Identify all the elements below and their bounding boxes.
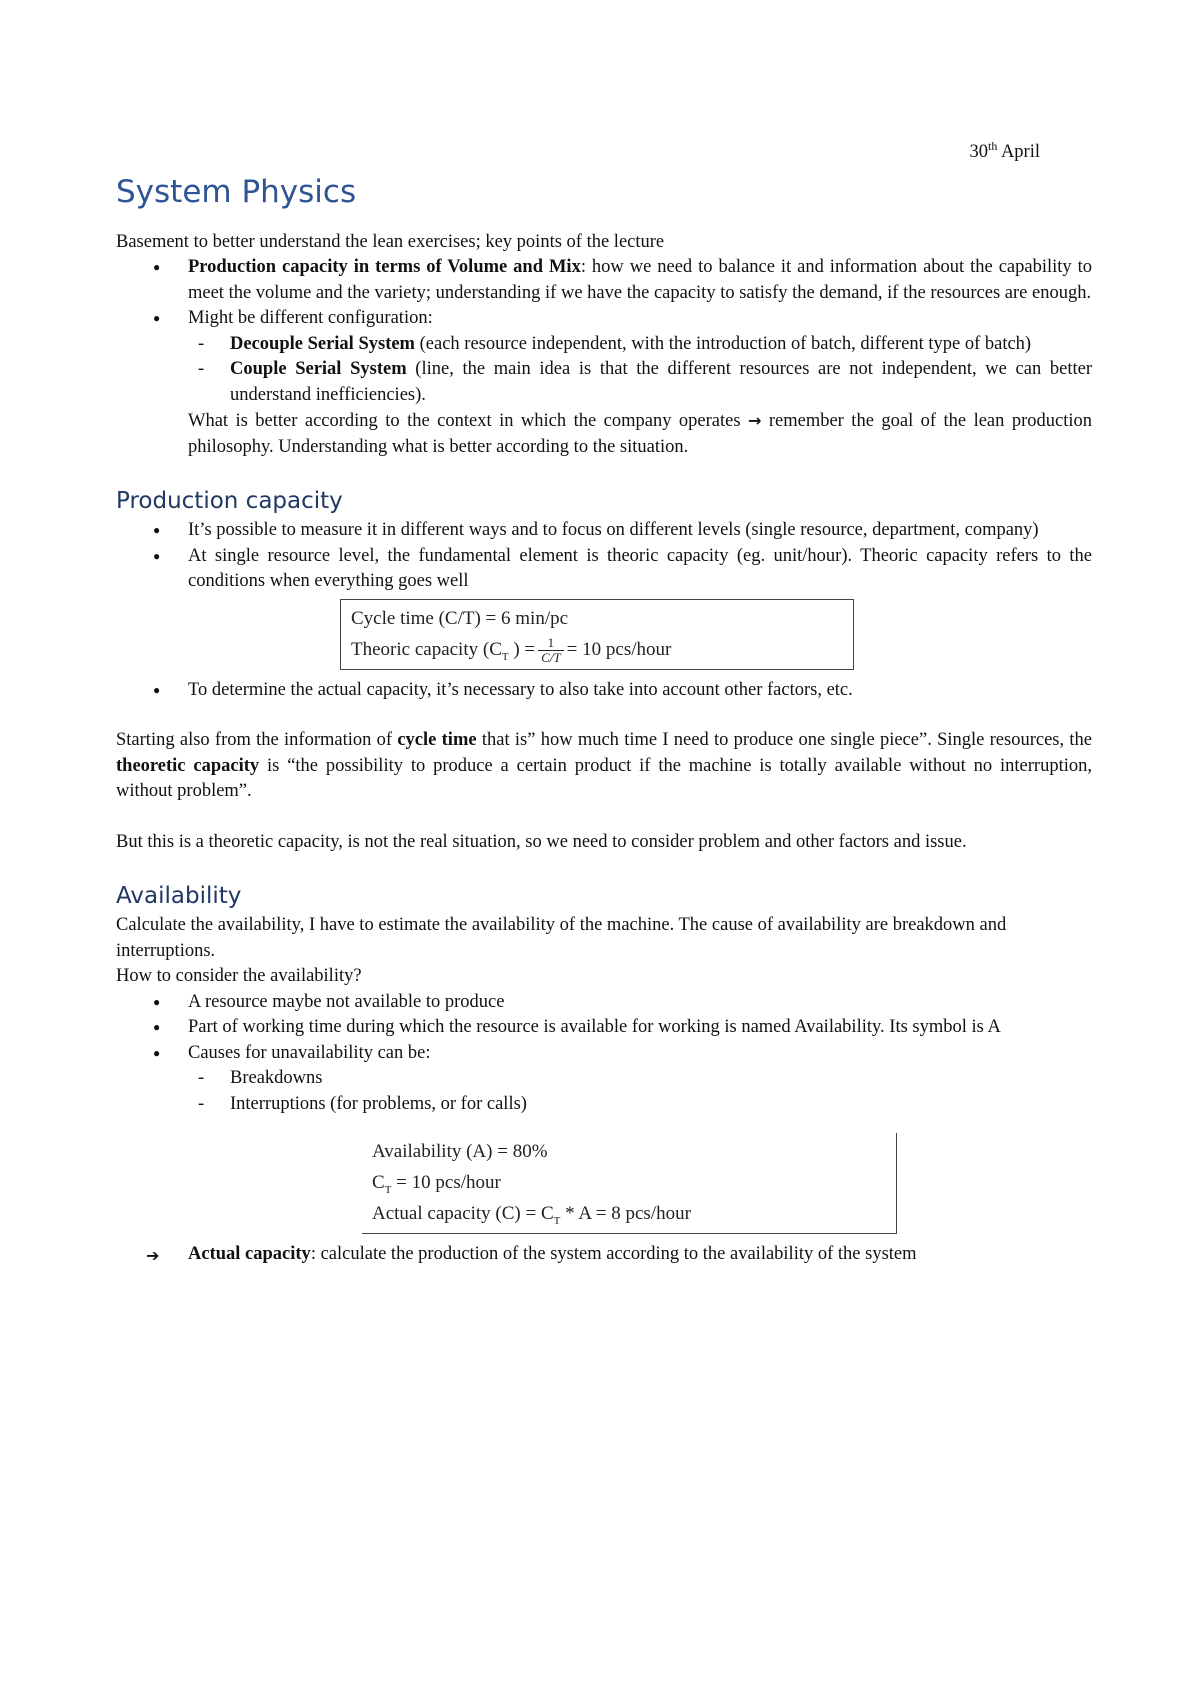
date-suffix: th <box>988 138 998 153</box>
formula-line: Availability (A) = 80% <box>372 1141 548 1163</box>
production-capacity-list-cont <box>116 678 1092 704</box>
theoretic-capacity-paragraph: But this is a theoretic capacity, is not the real situation, so we need to consider problem and other factors and issue. <box>116 831 967 852</box>
cycle-time-paragraph <box>116 728 1092 805</box>
formula-text: ) = <box>508 638 536 660</box>
formula-subscript: T <box>501 650 509 663</box>
formula-line <box>372 1167 888 1198</box>
fraction <box>538 636 564 665</box>
availability-list <box>116 990 1092 1118</box>
formula-line <box>372 1198 888 1229</box>
list-item: ● It’s possible to measure it in different ways and to focus on different levels (single resource, department, company) <box>188 518 1092 544</box>
availability-question: How to consider the availability? <box>116 966 362 987</box>
list-item <box>188 306 1092 408</box>
configuration-sublist <box>188 332 1092 409</box>
bold-term: Production capacity in terms of Volume and Mix <box>188 257 581 277</box>
availability-paragraph: Calculate the availability, I have to estimate the availability of the machine. The cause of availability are breakdown and interruptions. <box>116 915 1007 961</box>
date-month: April <box>997 142 1040 162</box>
intro-bullet-list <box>116 255 1092 408</box>
list-item-text: (line, the main idea is that the different resources are not independent, we can better understand inefficiencies). <box>230 359 1092 405</box>
formula-line <box>351 634 845 665</box>
formula-text: Theoric capacity (C <box>351 638 502 660</box>
list-item <box>188 255 1092 306</box>
paragraph-text: Starting also from the information of <box>116 730 398 751</box>
list-item-text: : how we need to balance it and information about the capability to meet the volume and the variety; understanding if we have the capacity to satisfy the demand, if the resources are enough. <box>188 257 1092 303</box>
list-item: ● To determine the actual capacity, it’s necessary to also take into account other factors, etc. <box>188 678 1092 704</box>
paragraph-text: remember the goal of the lean production philosophy. Understanding what is better according to the situation. <box>188 411 1092 457</box>
intro-paragraph: Basement to better understand the lean exercises; key points of the lecture <box>116 231 665 252</box>
list-item-text: Might be different configuration: <box>188 308 433 328</box>
bold-term: cycle time <box>397 730 477 751</box>
bold-term: theoretic capacity <box>116 755 260 776</box>
actual-capacity-formula-box <box>362 1133 897 1234</box>
formula-subscript: T <box>553 1214 561 1227</box>
list-item: - Breakdowns <box>230 1066 1092 1092</box>
section-heading-production-capacity: Production capacity <box>116 488 343 514</box>
production-capacity-list <box>116 518 1092 595</box>
list-item-text: (each resource independent, with the introduction of batch, different type of batch) <box>414 333 1032 354</box>
date-line <box>116 140 1092 166</box>
paragraph-text: : calculate the production of the system according to the availability of the system <box>310 1244 917 1265</box>
date-day: 30 <box>969 142 988 162</box>
formula-text: = 10 pcs/hour <box>566 638 672 660</box>
formula-text: Actual capacity (C) = C <box>372 1203 554 1225</box>
bold-term: Couple Serial System <box>230 359 407 379</box>
list-item: - Interruptions (for problems, or for calls) <box>230 1092 1092 1118</box>
list-item: ● A resource maybe not available to produce <box>188 990 1092 1016</box>
list-item: ● Part of working time during which the resource is available for working is named Availability. Its symbol is A <box>188 1015 1092 1041</box>
actual-capacity-note <box>116 1242 1092 1268</box>
theoric-capacity-formula-box <box>340 599 854 670</box>
list-item-text: Causes for unavailability can be: <box>188 1042 431 1063</box>
list-item <box>230 357 1092 408</box>
formula-text: C <box>372 1172 385 1194</box>
formula-line: Cycle time (C/T) = 6 min/pc <box>351 607 569 629</box>
unavailability-causes-sublist <box>188 1066 1092 1117</box>
list-item: ● At single resource level, the fundamental element is theoric capacity (eg. unit/hour). Theoric capacity refers to the conditions when everything goes well <box>188 544 1092 595</box>
list-item <box>188 1041 1092 1118</box>
formula-text: * A = 8 pcs/hour <box>560 1203 691 1225</box>
paragraph-text: What is better according to the context in which the company operates <box>188 411 748 431</box>
paragraph-text: is “the possibility to produce a certain product if the machine is totally available without no interruption, without problem”. <box>116 755 1092 802</box>
bold-term: Decouple Serial System <box>230 333 415 354</box>
formula-subscript: T <box>384 1183 392 1196</box>
formula-text: = 10 pcs/hour <box>391 1172 501 1194</box>
page-title: System Physics <box>116 173 357 210</box>
fraction-numerator: 1 <box>538 636 564 651</box>
bold-term: Actual capacity <box>188 1244 311 1265</box>
section-heading-availability: Availability <box>116 883 242 910</box>
right-arrow-icon: → <box>748 411 762 430</box>
context-paragraph <box>116 408 1092 460</box>
list-item <box>230 332 1092 358</box>
fraction-denominator: C/T <box>541 649 561 665</box>
paragraph-text: that is” how much time I need to produce one single piece”. Single resources, the <box>476 730 1093 751</box>
right-arrow-icon: ➔ <box>146 1246 160 1266</box>
